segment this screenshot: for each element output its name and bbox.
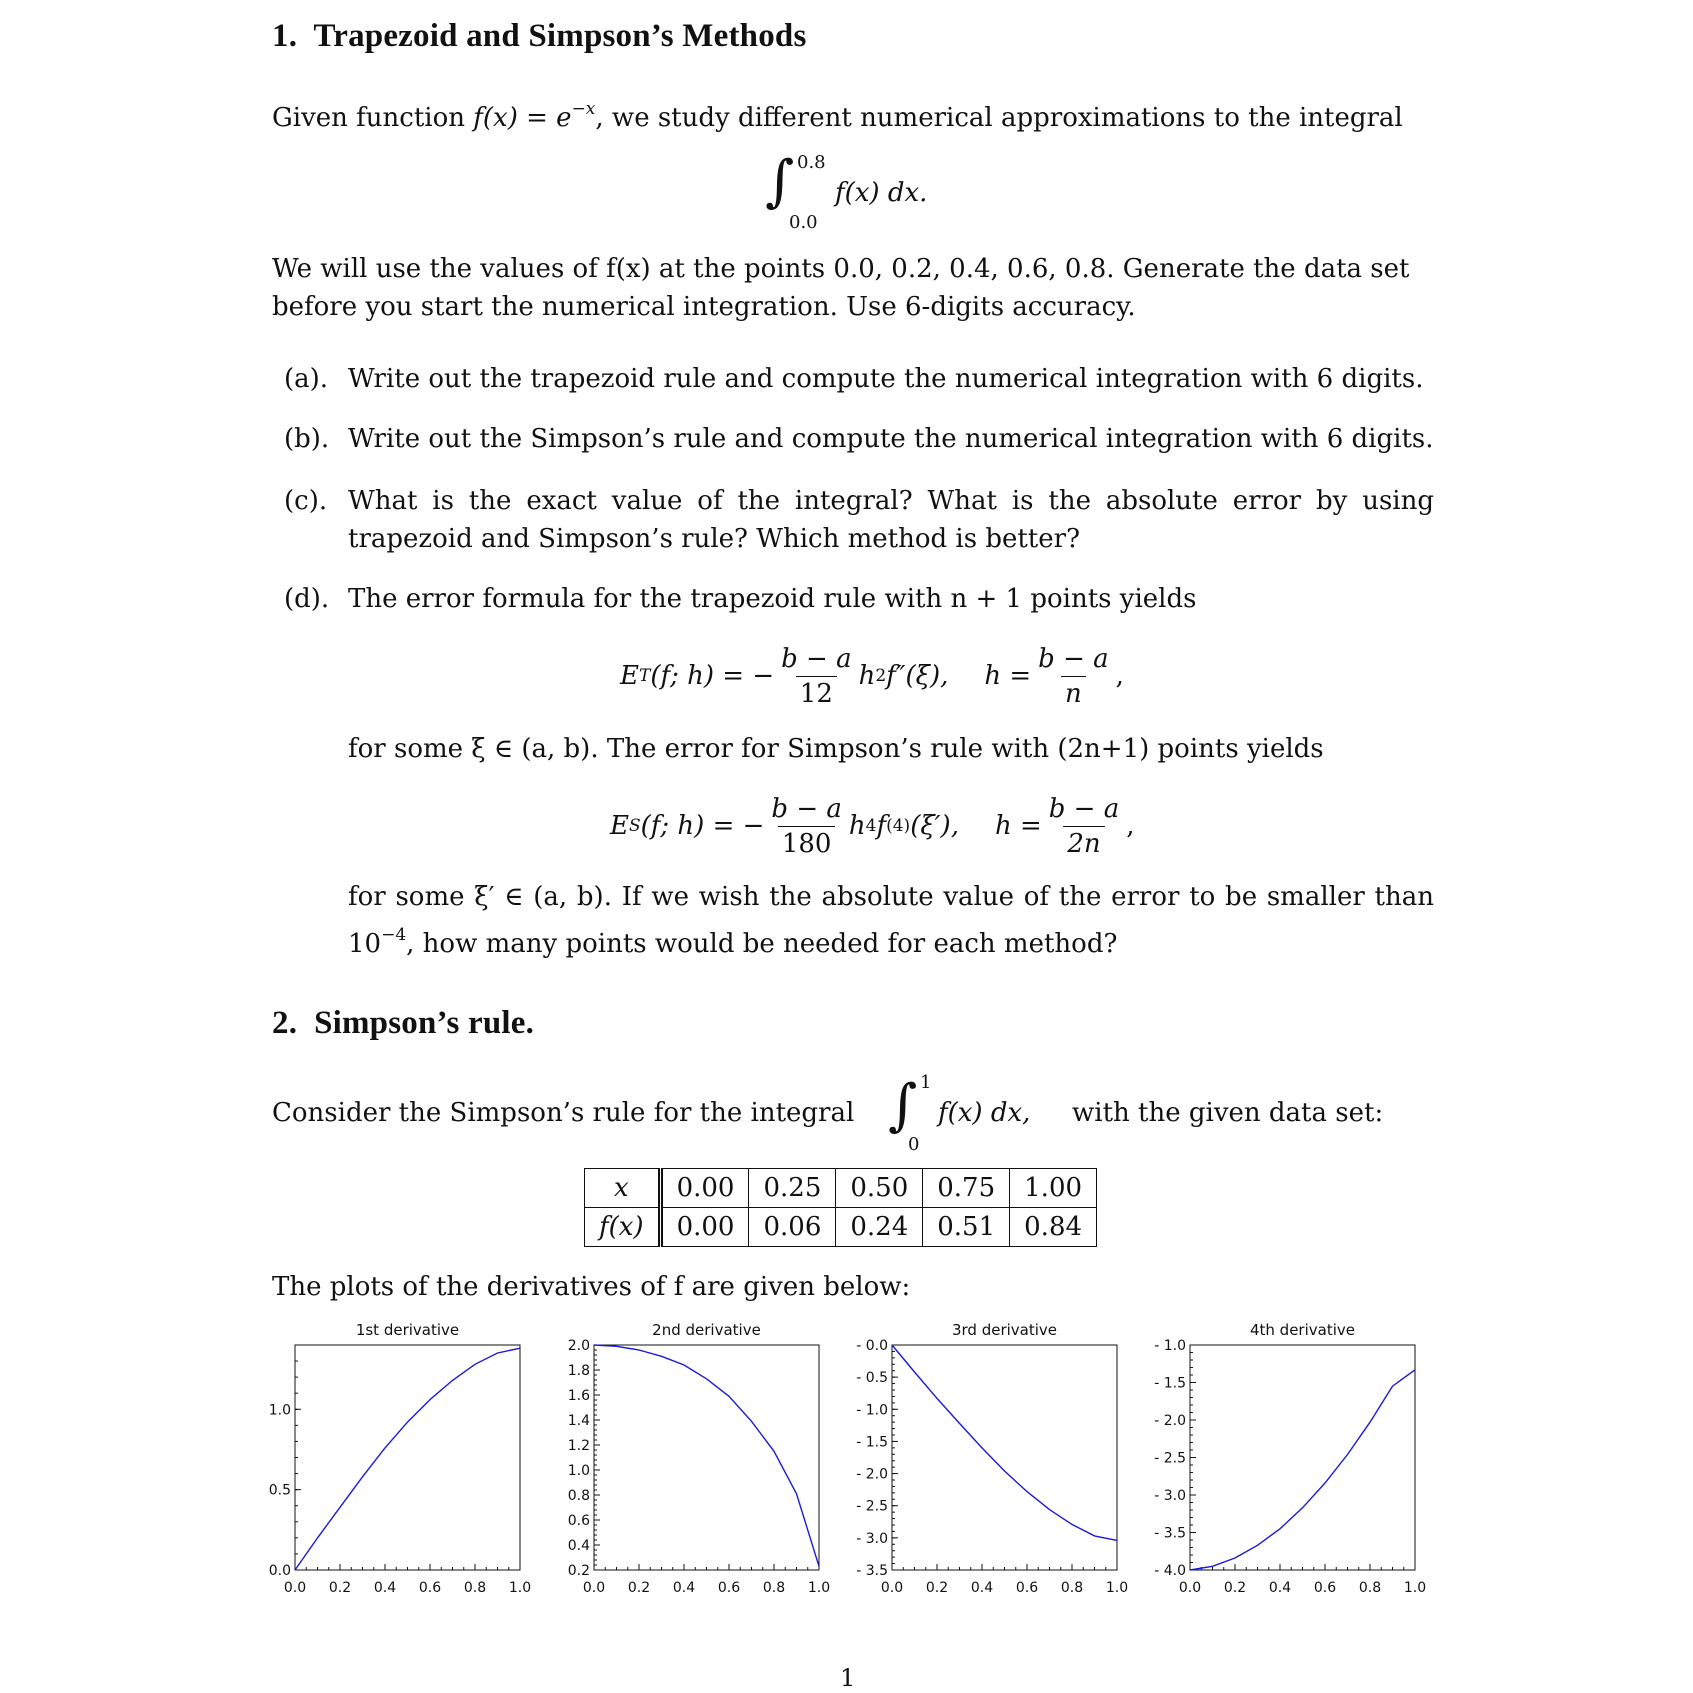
eq-simp-h-den: 2n	[1063, 826, 1104, 859]
table-row-label: f(x)	[585, 1208, 661, 1247]
para2-line2: before you start the numerical integration. Use 6-digits accuracy.	[272, 292, 1136, 322]
eq-trap-fraction	[777, 644, 855, 709]
y-tick-label: - 0.5	[856, 1370, 888, 1387]
table-cell: 0.06	[749, 1208, 836, 1247]
y-tick-label: - 1.5	[1154, 1375, 1186, 1392]
eq-simp-fraction	[767, 794, 845, 859]
y-tick-label: - 1.0	[1154, 1338, 1186, 1354]
eq-trap-lhs: E	[620, 661, 639, 691]
integral-2	[888, 1070, 1048, 1160]
plot-title: 2nd derivative	[652, 1321, 761, 1339]
y-tick-label: 0.6	[567, 1513, 590, 1529]
plot-frame	[1190, 1345, 1415, 1570]
series-line	[594, 1345, 819, 1566]
x-tick-label: 0.2	[1223, 1580, 1247, 1596]
intro-line	[272, 90, 1403, 137]
x-tick-label: 0.2	[328, 1580, 352, 1596]
intro-exponent: −x	[571, 99, 596, 119]
eq-simp-args: (f; h) = −	[640, 811, 765, 841]
y-tick-label: 0.8	[567, 1488, 590, 1504]
x-tick-label: 0.6	[1015, 1580, 1039, 1596]
eq-simp-lhs: E	[610, 811, 629, 841]
x-tick-label: 0.6	[717, 1580, 741, 1596]
x-tick-label: 0.2	[627, 1580, 651, 1596]
integral-lower-limit: 0.0	[789, 212, 818, 233]
x-tick-label: 0.8	[762, 1580, 786, 1596]
tolerance-base: 10	[348, 929, 382, 959]
eq-simp-num: b − a	[771, 793, 842, 824]
x-tick-label: 0.0	[582, 1580, 606, 1596]
x-tick-label: 1.0	[1403, 1580, 1427, 1596]
y-tick-label: - 3.5	[1154, 1525, 1186, 1542]
x-tick-label: 0.4	[672, 1580, 696, 1596]
eq-simp-h-sup: 4	[865, 816, 877, 836]
item-b-label: (b).	[284, 424, 330, 454]
x-tick-label: 0.4	[1268, 1580, 1292, 1596]
x-tick-label: 0.0	[880, 1580, 904, 1596]
section-1-heading	[272, 18, 807, 55]
y-tick-label: 1.4	[567, 1413, 590, 1429]
table-cell: 0.24	[836, 1208, 923, 1247]
table-row-label: x	[585, 1169, 661, 1208]
eq-trap-num: b − a	[781, 643, 852, 674]
eq-trap-fpp: f″(ξ),	[886, 661, 949, 691]
simpson-error-equation	[610, 786, 1135, 866]
table-row-x	[585, 1169, 1097, 1208]
eq-trap-den: 12	[796, 676, 837, 709]
eq-trap-h: h	[858, 661, 876, 691]
section-1-title: Trapezoid and Simpson’s Methods	[313, 18, 807, 54]
section-2-title: Simpson’s rule.	[314, 1005, 535, 1041]
eq-trap-sub: T	[638, 666, 651, 686]
simpson-after-line1: for some ξ′ ∈ (a, b). If we wish the absolute value of the error to be smaller than	[348, 882, 1434, 912]
x-tick-label: 0.4	[373, 1580, 397, 1596]
x-tick-label: 0.4	[970, 1580, 994, 1596]
y-tick-label: 1.0	[268, 1402, 291, 1419]
x-tick-label: 0.6	[1313, 1580, 1337, 1596]
y-tick-label: 1.6	[567, 1388, 590, 1404]
table-cell: 0.00	[660, 1208, 749, 1247]
x-tick-label: 0.6	[418, 1580, 442, 1596]
table-cell: 0.51	[923, 1208, 1010, 1247]
item-c-line1: What is the exact value of the integral? What is the absolute error by using	[348, 486, 1434, 516]
eq-simp-f-sup: (4)	[886, 816, 911, 836]
x-tick-label: 1.0	[508, 1580, 532, 1596]
series-line	[892, 1345, 1117, 1540]
intro-text-b: , we study different numerical approximations to the integral	[595, 103, 1403, 133]
section-1-number: 1.	[272, 18, 298, 54]
y-tick-label: - 1.0	[856, 1402, 888, 1419]
table-cell: 0.00	[660, 1169, 749, 1208]
integral-2-body: f(x) dx,	[938, 1098, 1031, 1128]
trapezoid-after-text: for some ξ ∈ (a, b). The error for Simpson’s rule with (2n+1) points yields	[348, 734, 1324, 764]
item-a-label: (a).	[284, 364, 329, 394]
table-cell: 0.25	[749, 1169, 836, 1208]
tolerance-exponent: −4	[381, 925, 407, 945]
y-tick-label: - 2.0	[1154, 1413, 1186, 1429]
eq-simp-xi: (ξ′),	[910, 811, 959, 841]
table-cell: 0.75	[923, 1169, 1010, 1208]
y-tick-label: - 3.0	[856, 1530, 888, 1547]
item-d-label: (d).	[284, 584, 330, 614]
y-tick-label: - 3.0	[1154, 1488, 1186, 1504]
eq-simp-sub: S	[628, 816, 641, 836]
item-c-label: (c).	[284, 486, 328, 516]
integral-1	[765, 150, 965, 232]
item-b-text: Write out the Simpson’s rule and compute the numerical integration with 6 digits.	[348, 424, 1434, 454]
plot-title: 1st derivative	[355, 1321, 460, 1339]
plot-title: 4th derivative	[1249, 1321, 1356, 1339]
simpson-after-text-b: , how many points would be needed for each method?	[406, 929, 1118, 959]
eq-simp-den: 180	[778, 826, 836, 859]
item-d-text: The error formula for the trapezoid rule with n + 1 points yields	[348, 584, 1197, 614]
integral-2-upper-limit: 1	[920, 1072, 932, 1093]
item-c-line2: trapezoid and Simpson’s rule? Which method is better?	[348, 524, 1081, 554]
y-tick-label: - 1.5	[856, 1434, 888, 1451]
simpson-after-line2	[348, 916, 1117, 963]
eq-simp-h-lhs: h =	[994, 811, 1042, 841]
x-tick-label: 0.0	[283, 1580, 307, 1596]
table-row-fx	[585, 1208, 1097, 1247]
y-tick-label: 0.0	[268, 1563, 291, 1579]
x-tick-label: 1.0	[807, 1580, 831, 1596]
x-tick-label: 1.0	[1105, 1580, 1129, 1596]
para2-line1: We will use the values of f(x) at the points 0.0, 0.2, 0.4, 0.6, 0.8. Generate the data set	[272, 254, 1410, 284]
intro-text-a: Given function	[272, 103, 474, 133]
plot-title: 3rd derivative	[951, 1321, 1058, 1339]
section-2-heading	[272, 1005, 534, 1042]
series-line	[295, 1348, 520, 1570]
eq-trap-h-lhs: h =	[984, 661, 1032, 691]
table-cell: 0.84	[1010, 1208, 1097, 1247]
consider-text-a: Consider the Simpson’s rule for the integral	[272, 1098, 855, 1128]
consider-text-b: with the given data set:	[1072, 1098, 1384, 1128]
page-number: 1	[840, 1664, 856, 1692]
y-tick-label: 0.4	[567, 1538, 590, 1554]
eq-simp-h-num: b − a	[1048, 793, 1120, 824]
eq-simp-end: ,	[1126, 811, 1135, 841]
data-table	[584, 1168, 1097, 1247]
eq-simp-h-fraction	[1045, 794, 1123, 859]
y-tick-label: - 2.5	[856, 1498, 888, 1515]
trapezoid-error-equation	[620, 636, 1124, 716]
eq-trap-h-sup: 2	[875, 666, 887, 686]
table-cell: 1.00	[1010, 1169, 1097, 1208]
integral-body: f(x) dx.	[835, 178, 928, 208]
y-tick-label: - 2.5	[1154, 1450, 1186, 1467]
x-tick-label: 0.8	[463, 1580, 487, 1596]
integral-2-sign: ∫	[888, 1073, 918, 1138]
table-cell: 0.50	[836, 1169, 923, 1208]
item-a-text: Write out the trapezoid rule and compute the numerical integration with 6 digits.	[348, 364, 1424, 394]
eq-trap-args: (f; h) = −	[650, 661, 775, 691]
section-2-number: 2.	[272, 1005, 298, 1041]
plot-frame	[295, 1345, 520, 1570]
plot-frame	[892, 1345, 1117, 1570]
x-tick-label: 0.0	[1178, 1580, 1202, 1596]
intro-function: f(x) = e	[473, 103, 572, 133]
x-tick-label: 0.2	[925, 1580, 949, 1596]
y-tick-label: 1.8	[567, 1363, 590, 1379]
y-tick-label: - 2.0	[856, 1466, 888, 1483]
x-tick-label: 0.8	[1060, 1580, 1084, 1596]
y-tick-label: 0.2	[567, 1563, 590, 1579]
y-tick-label: 1.0	[567, 1463, 590, 1479]
y-tick-label: - 0.0	[856, 1338, 888, 1354]
integral-2-lower-limit: 0	[908, 1134, 920, 1155]
y-tick-label: 1.2	[567, 1438, 590, 1454]
y-tick-label: 0.5	[268, 1482, 291, 1499]
series-line	[1190, 1370, 1415, 1570]
eq-simp-f: f	[876, 811, 887, 841]
integral-sign: ∫	[765, 149, 795, 214]
derivative-plots	[0, 1300, 1693, 1620]
integral-upper-limit: 0.8	[797, 152, 826, 173]
eq-trap-h-den: n	[1061, 676, 1086, 709]
x-tick-label: 0.8	[1358, 1580, 1382, 1596]
eq-simp-h: h	[848, 811, 866, 841]
eq-trap-h-num: b − a	[1038, 643, 1109, 674]
y-tick-label: - 3.5	[856, 1563, 888, 1579]
y-tick-label: 2.0	[567, 1338, 590, 1354]
eq-trap-h-fraction	[1034, 644, 1112, 709]
eq-trap-end: ,	[1115, 661, 1124, 691]
plots-caption: The plots of the derivatives of f are given below:	[272, 1272, 911, 1302]
y-tick-label: - 4.0	[1154, 1563, 1186, 1579]
